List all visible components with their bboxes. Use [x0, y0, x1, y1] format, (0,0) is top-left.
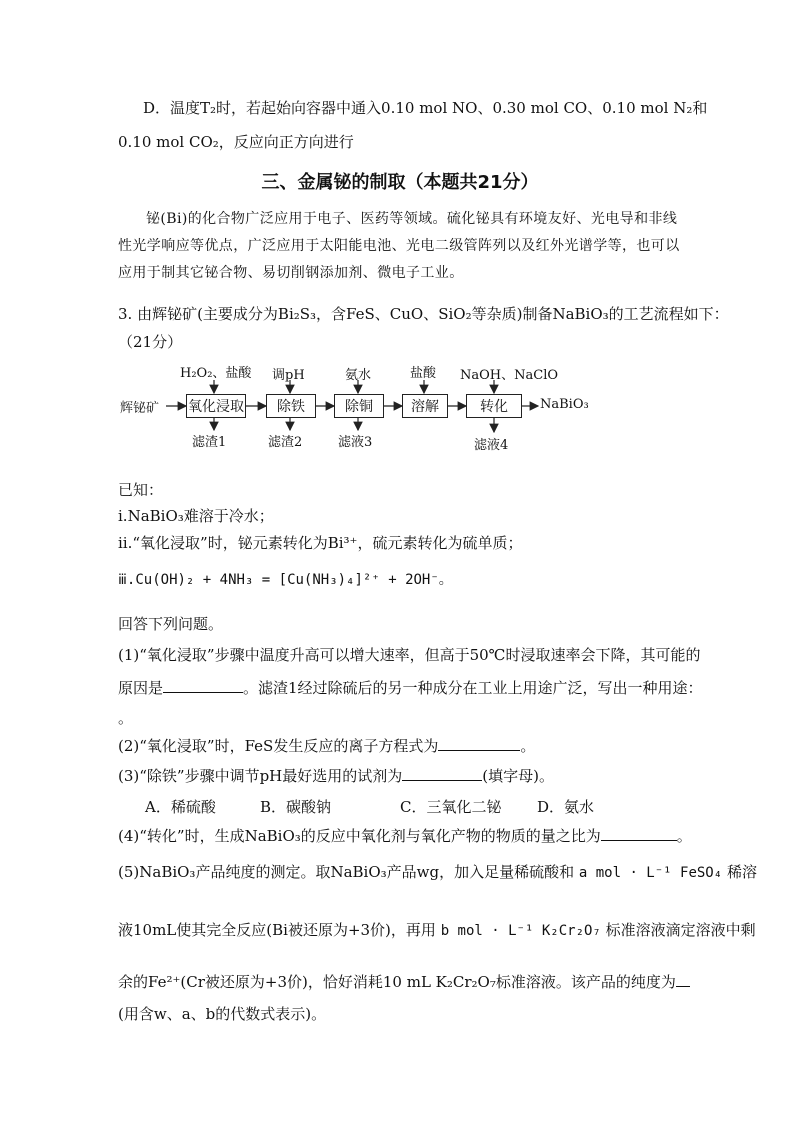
q5-feso4-concentration: a mol · L⁻¹ FeSO₄	[578, 865, 723, 881]
answer-prompt: 回答下列问题。	[118, 615, 224, 633]
question-stem-line1: 3. 由辉铋矿(主要成分为Bi₂S₃，含FeS、CuO、SiO₂等杂质)制备NaBiO₃的工艺流程如下：	[118, 305, 729, 323]
q4-line	[118, 826, 692, 846]
q4-answer-blank[interactable]	[601, 826, 677, 841]
option-d-line2: 0.10 mol CO₂，反应向正方向进行	[118, 133, 354, 151]
flow-output-3: 滤液3	[338, 435, 373, 450]
question-stem-line2: （21分）	[118, 333, 183, 351]
q1-answer-blank-1[interactable]	[163, 678, 243, 693]
flow-reagent-3: 氨水	[345, 368, 372, 383]
q5-line1-start: (5)NaBiO₃产品纯度的测定。取NaBiO₃产品wg，加入足量稀硫酸和	[118, 863, 575, 881]
flow-reagent-1: H₂O₂、盐酸	[180, 366, 252, 381]
q3-end: (填字母)。	[482, 767, 554, 785]
q5-line2-start: 液10mL使其完全反应(Bi被还原为+3价)，再用	[118, 921, 436, 939]
flow-reagent-4: 盐酸	[410, 366, 437, 381]
q3-option-a[interactable]: A．稀硫酸	[145, 798, 216, 816]
flow-step-iron-removal: 除铁	[266, 394, 316, 418]
flow-output-4: 滤液4	[474, 438, 509, 453]
q5-line3	[118, 972, 690, 992]
q3-option-c[interactable]: C．三氧化二铋	[400, 798, 502, 816]
flow-step-copper-removal: 除铜	[334, 394, 384, 418]
q1-line2	[118, 678, 703, 698]
known-item-ii: ⅱ.“氧化浸取”时，铋元素转化为Bi³⁺，硫元素转化为硫单质；	[118, 534, 523, 552]
q5-line1	[118, 862, 757, 883]
flow-reagent-5: NaOH、NaClO	[460, 368, 559, 383]
q1-line3: 。	[118, 709, 134, 727]
q1-line2-end: 。滤渣1经过除硫后的另一种成分在工业上用途广泛，写出一种用途：	[243, 679, 703, 697]
q5-answer-blank[interactable]	[676, 972, 690, 987]
q5-line2	[118, 920, 756, 941]
q2-line	[118, 736, 535, 756]
flow-start-label: 辉铋矿	[120, 401, 160, 416]
flow-output-1: 滤渣1	[192, 435, 227, 450]
q1-line1: (1)“氧化浸取”步骤中温度升高可以增大速率，但高于50℃时浸取速率会下降，其可能的	[118, 646, 701, 664]
q2-end: 。	[520, 737, 536, 755]
q4-text: (4)“转化”时，生成NaBiO₃的反应中氧化剂与氧化产物的物质的量之比为	[118, 827, 601, 845]
q5-line2-end: 标准溶液滴定溶液中剩	[605, 921, 756, 939]
known-header: 已知：	[118, 481, 164, 499]
option-d-line1: D．温度T₂时，若起始向容器中通入0.10 mol NO、0.30 mol CO、0.10 mol N₂和	[143, 99, 708, 117]
q2-text: (2)“氧化浸取”时，FeS发生反应的离子方程式为	[118, 737, 439, 755]
q3-option-d[interactable]: D．氨水	[537, 798, 595, 816]
known-item-i: ⅰ.NaBiO₃难溶于冷水；	[118, 507, 274, 525]
flow-step-convert: 转化	[466, 394, 522, 418]
q3-line	[118, 766, 554, 786]
section-title: 三、金属铋的制取（本题共21分）	[261, 172, 539, 193]
known-item-iii: ⅲ.Cu(OH)₂ + 4NH₃ = [Cu(NH₃)₄]²⁺ + 2OH⁻。	[118, 572, 453, 588]
q5-line1-end: 稀溶	[726, 863, 757, 881]
flow-product-label: NaBiO₃	[540, 397, 589, 412]
q1-line2-start: 原因是	[118, 679, 164, 697]
q3-text: (3)“除铁”步骤中调节pH最好选用的试剂为	[118, 767, 403, 785]
flow-step-dissolve: 溶解	[402, 394, 448, 418]
q4-end: 。	[676, 827, 692, 845]
q3-answer-blank[interactable]	[402, 766, 482, 781]
q2-answer-blank[interactable]	[438, 736, 520, 751]
q5-line4: (用含w、a、b的代数式表示)。	[118, 1005, 327, 1023]
q5-k2cr2o7-concentration: b mol · L⁻¹ K₂Cr₂O₇	[440, 923, 601, 939]
flow-output-2: 滤渣2	[268, 435, 303, 450]
intro-text: 铋(Bi)的化合物广泛应用于电子、医药等领域。硫化铋具有环境友好、光电导和非线性光学响应等优点，广泛应用于太阳能电池、光电二级管阵列以及红外光谱学等，也可以应用于制其它铋合物、易切削钢添加剂、微电子工业。	[118, 211, 680, 281]
flow-step-oxidation-leach: 氧化浸取	[186, 394, 246, 418]
q3-option-b[interactable]: B．碳酸钠	[260, 798, 332, 816]
q5-line3-text: 余的Fe²⁺(Cr被还原为+3价)，恰好消耗10 mL K₂Cr₂O₇标准溶液。该产品的纯度为	[118, 973, 676, 991]
flow-reagent-2: 调pH	[272, 368, 305, 383]
